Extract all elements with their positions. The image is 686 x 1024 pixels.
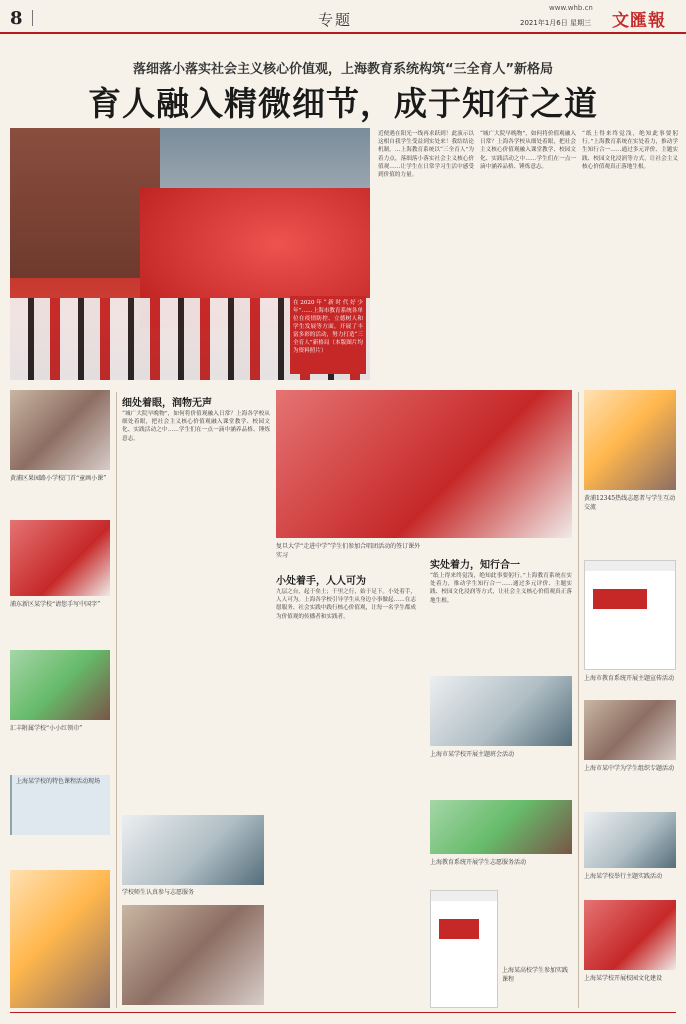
caption-main: 复旦大学“走进中学”学生们参加合唱团活动的签订课外实习 (276, 543, 421, 559)
caption-section3-a: 上海市某学校开展主题班会活动 (430, 751, 515, 758)
caption-section3-c: 上海某高校学生参加实践课程 (502, 967, 569, 983)
subhead-section3: 实处着力，知行合一 (430, 560, 520, 571)
caption-b: 汇丰附属学校“小小红领巾” (10, 725, 83, 732)
column-rule (116, 392, 117, 1008)
article-title: 育人融入精微细节，成于知行之道 (88, 84, 598, 123)
bottom-rule (10, 1012, 676, 1013)
phone-status-bar (431, 891, 497, 901)
phone-status-bar (585, 561, 675, 571)
section3-text: “纸上得来终觉浅，绝知此事要躬行。”上海教育系统在实处着力，推动学生知行合一……通过多元评价、主题实践、校园文化浸润等方式，让社会主义核心价值观真正落地生根。 (430, 573, 572, 604)
page-header (0, 0, 686, 34)
article-kicker: 落细落小落实社会主义核心价值观，上海教育系统构筑“三全育人”新格局 (132, 62, 554, 77)
caption-section3-f: 上海某学校开展校园文化建设 (584, 975, 663, 982)
building-photo (10, 870, 110, 1008)
caption-a: 黄浦区果园路小学校门首“童画小课” (10, 475, 107, 482)
sidebar-photo (584, 390, 676, 490)
school-gate-photo (10, 390, 110, 470)
courtyard-photo (122, 905, 264, 1005)
column-rule (578, 392, 579, 1008)
sidebar-photo-2 (584, 700, 676, 760)
issue-date: 2021年1月6日 星期三 (520, 19, 591, 27)
section1-text: “城广大院早晚物”，如何将价值观融入日常？上海各学校从细处着眼，把社会主义核心价值观融入课堂教学、校园文化、实践活动之中……学生们在一点一滴中涵养品格、锤炼意志。 (122, 411, 270, 442)
header-divider (32, 10, 33, 26)
phone-banner (439, 919, 479, 939)
intro-text-col1: 近便遇在阳光一线再求跃到！此演示以这相自我学生受益到实处来！我结结论机制。…上海教育系统以“三全育人”为着力点，落细落小落实社会主义核心价值观……让学生在日常学习生活中感受到价值的力量。 (378, 131, 474, 179)
section2-text: 九层之台，起于垒土；千里之行，始于足下。小处着手，人人可为。上海各学校引导学生从身边小事做起……在志愿服务、社会实践中践行核心价值观，让每一名学生都成为价值观的传播者和实践者。 (276, 589, 416, 620)
sidebar-caption-a: 黄浦12345热线志愿者与学生互动交流 (584, 495, 676, 511)
caption-section3-b: 上海教育系统开展学生志愿服务活动 (430, 859, 527, 866)
newspaper-logo: 文匯報 (612, 11, 666, 31)
group-photo (10, 650, 110, 720)
site-url: www.whb.cn (549, 4, 593, 12)
building-shape (10, 128, 160, 278)
caption-section3-e: 上海某学校举行主题实践活动 (584, 873, 663, 880)
caption-c: 浦东新区某学校“请您手写中国字” (10, 601, 101, 608)
caption-section3-d: 上海市某中学为学生组织专题活动 (584, 765, 675, 772)
phone-screenshot (430, 890, 498, 1008)
subhead-section1: 细处着眼，润物无声 (122, 398, 212, 409)
field-photo (430, 800, 572, 854)
intro-text-col3: “纸上得来终觉浅，绝知此事要躬行。”上海教育系统在实处着力，推动学生知行合一……通过多元评价、主题实践、校园文化浸润等方式，让社会主义核心价值观真正落地生根。 (582, 131, 678, 170)
sidebar-caption-b: 上海市教育系统开展主题宣传活动 (584, 675, 675, 682)
intro-text-col2: “城广大院早晚物”，如何将价值观融入日常？上海各学校从细处着眼，把社会主义核心价值观融入课堂教学、校园文化、实践活动之中……学生们在一点一滴中涵养品格、锤炼意志。 (480, 131, 576, 170)
calligraphy-photo (10, 520, 110, 596)
lead-caption: 在2020年“新时代好少年”……上海市教育系统各单位在疫情防控、立德树人和学生发展等方面，开展了丰富多彩的活动，努力打造“三全育人”新格局（本版图片均为资料照片） (290, 296, 366, 374)
page-number: 8 (10, 8, 23, 29)
caption-e: 学校师生认真参与志愿服务 (122, 889, 195, 896)
classroom-photo (122, 815, 264, 885)
sidebar-photo-4 (584, 900, 676, 970)
sidebar-phone-screenshot (584, 560, 676, 670)
sidebar-photo-3 (584, 812, 676, 868)
phone-banner (593, 589, 647, 609)
ceremony-photo (430, 676, 572, 746)
subhead-section2: 小处着手，人人可为 (276, 576, 366, 587)
students-photo (276, 390, 572, 538)
caption-box-d: 上海某学校的特色课程活动现场 (10, 775, 110, 835)
section-name: 专题 (318, 11, 353, 29)
